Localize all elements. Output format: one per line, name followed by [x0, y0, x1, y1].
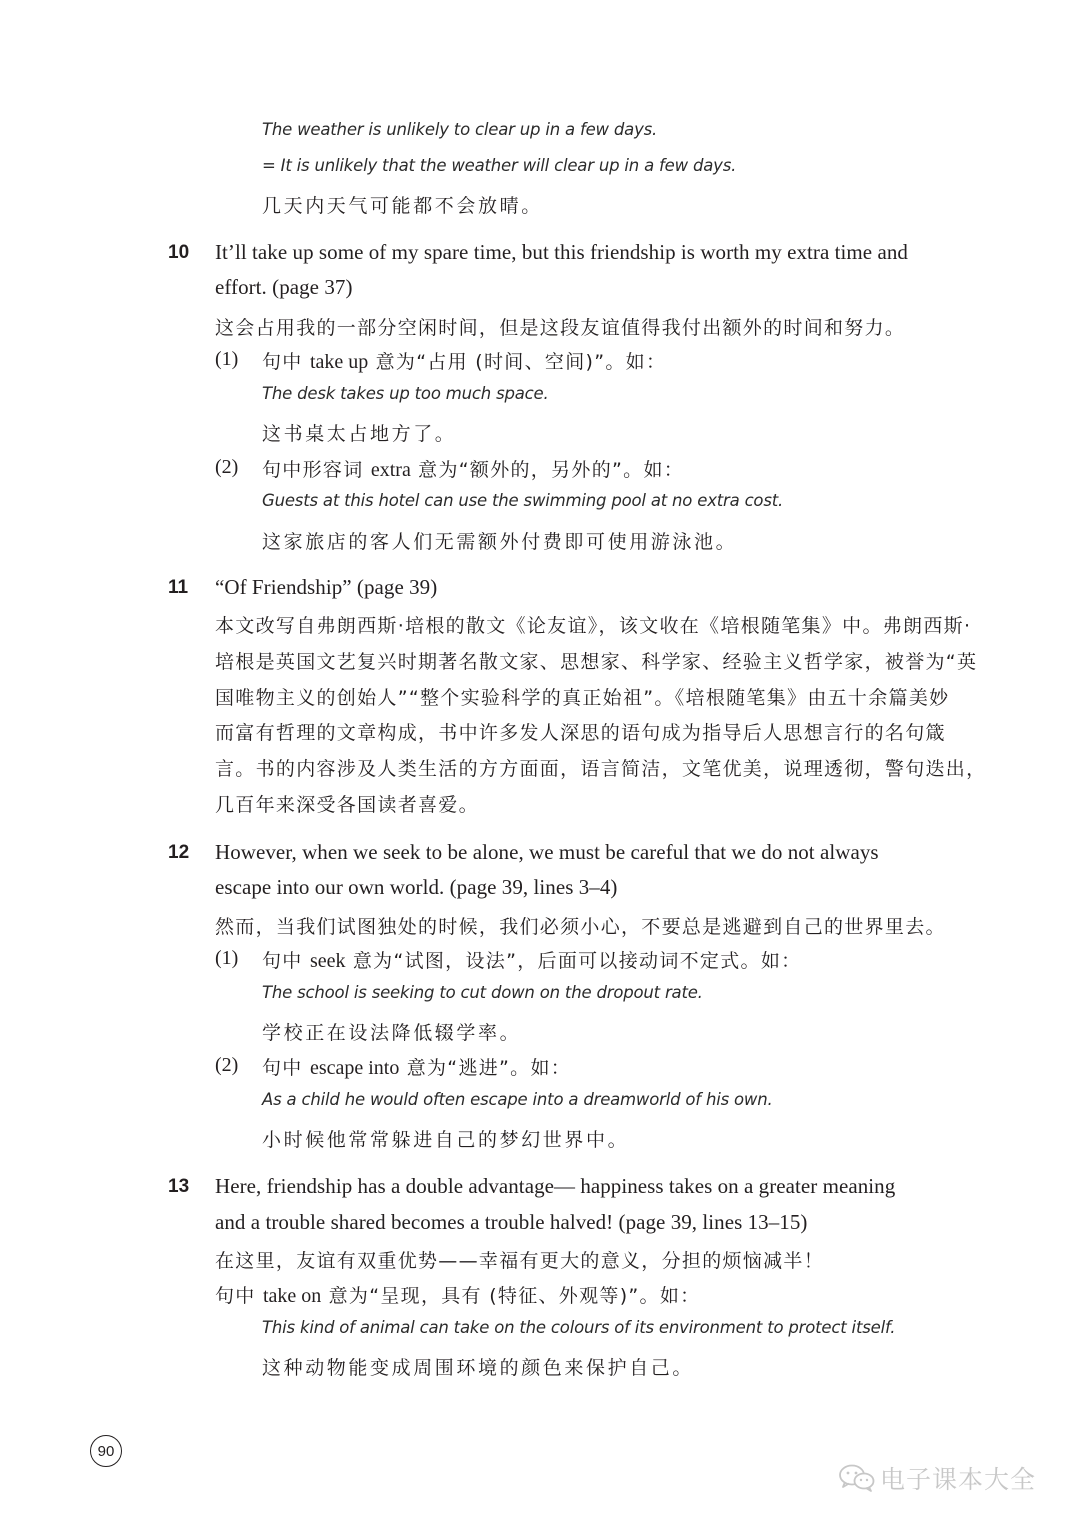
example-english: As a child he would often escape into a dreamworld of his own. [262, 1090, 773, 1109]
explanation-text: 句中 [262, 1057, 310, 1079]
example-chinese: 这家旅店的客人们无需额外付费即可使用游泳池。 [262, 531, 738, 553]
key-term: take on [262, 1285, 322, 1307]
note-sentence: and a trouble shared becomes a trouble halved! (page 39, lines 13–15) [215, 1210, 808, 1234]
paragraph-line: 言。书的内容涉及人类生活的方方面面，语言简洁，文笔优美，说理透彻，警句迭出， [215, 758, 987, 780]
explanation-text: 句中 [262, 950, 310, 972]
example-chinese: 这种动物能变成周围环境的颜色来保护自己。 [262, 1357, 695, 1379]
note-translation: 在这里，友谊有双重优势——幸福有更大的意义，分担的烦恼减半！ [215, 1250, 825, 1272]
paragraph-line: 本文改写自弗朗西斯·培根的散文《论友谊》，该文收在《培根随笔集》中。弗朗西斯· [215, 615, 972, 637]
note-translation: 这会占用我的一部分空闲时间，但是这段友谊值得我付出额外的时间和努力。 [215, 317, 906, 339]
explanation-text: 意为“占用 (时间、空间)”。如： [368, 351, 667, 373]
paragraph-line: 培根是英国文艺复兴时期著名散文家、思想家、科学家、经验主义哲学家，被誉为“英 [215, 651, 978, 673]
example-chinese: 这书桌太占地方了。 [262, 423, 457, 445]
explanation-text: 句中形容词 [262, 459, 371, 481]
example-english: The desk takes up too much space. [262, 384, 549, 403]
explanation-text: 句中 [262, 351, 310, 373]
subpoint-explanation [262, 1053, 571, 1080]
subpoint-explanation [262, 946, 801, 973]
paragraph-line: 而富有哲理的文章构成，书中许多发人深思的语句成为指导后人思想言行的名句箴 [215, 722, 946, 744]
key-term: extra [370, 459, 411, 481]
example-english: = It is unlikely that the weather will clear up in a few days. [262, 156, 737, 175]
example-chinese: 小时候他常常躲进自己的梦幻世界中。 [262, 1129, 630, 1151]
example-english: This kind of animal can take on the colours of its environment to protect itself. [262, 1318, 896, 1337]
subpoint-label: (2) [215, 456, 239, 478]
note-title: “Of Friendship” (page 39) [215, 575, 438, 599]
explanation-text: 意为“呈现，具有 (特征、外观等)”。如： [321, 1285, 701, 1307]
subpoint-label: (1) [215, 947, 239, 969]
page-number: 90 [90, 1435, 122, 1467]
watermark [838, 1460, 1036, 1496]
key-term: take up [309, 351, 369, 373]
subpoint-explanation [262, 455, 684, 482]
note-number: 11 [168, 577, 189, 598]
example-chinese: 学校正在设法降低辍学率。 [262, 1022, 522, 1044]
subpoint-label: (2) [215, 1054, 239, 1076]
explanation-text: 句中 [215, 1285, 263, 1307]
note-explanation [215, 1281, 700, 1308]
example-chinese: 几天内天气可能都不会放晴。 [262, 195, 543, 217]
note-number: 10 [168, 242, 190, 263]
watermark-text: 电子课本大全 [880, 1465, 1037, 1494]
example-english: Guests at this hotel can use the swimming pool at no extra cost. [262, 491, 784, 510]
note-number: 12 [168, 842, 190, 863]
explanation-text: 意为“逃进”。如： [399, 1057, 572, 1079]
key-term: escape into [309, 1057, 400, 1079]
note-number: 13 [168, 1176, 190, 1197]
example-english: The weather is unlikely to clear up in a few days. [262, 120, 658, 139]
note-sentence: However, when we seek to be alone, we must be careful that we do not always [215, 840, 879, 864]
note-sentence: escape into our own world. (page 39, lines 3–4) [215, 875, 618, 899]
wechat-icon [838, 1463, 876, 1493]
note-sentence: It’ll take up some of my spare time, but this friendship is worth my extra time and [215, 240, 908, 264]
key-term: seek [309, 950, 346, 972]
paragraph-line: 几百年来深受各国读者喜爱。 [215, 794, 479, 816]
note-translation: 然而，当我们试图独处的时候，我们必须小心，不要总是逃避到自己的世界里去。 [215, 916, 946, 938]
explanation-text: 意为“额外的，另外的”。如： [410, 459, 685, 481]
example-english: The school is seeking to cut down on the dropout rate. [262, 983, 703, 1002]
subpoint-explanation [262, 347, 666, 374]
note-sentence: Here, friendship has a double advantage— happiness takes on a greater meaning [215, 1174, 896, 1198]
explanation-text: 意为“试图，设法”，后面可以接动词不定式。如： [345, 950, 802, 972]
paragraph-line: 国唯物主义的创始人”“整个实验科学的真正始祖”。《培根随笔集》由五十余篇美妙 [215, 687, 950, 709]
note-sentence: effort. (page 37) [215, 275, 353, 299]
subpoint-label: (1) [215, 348, 239, 370]
